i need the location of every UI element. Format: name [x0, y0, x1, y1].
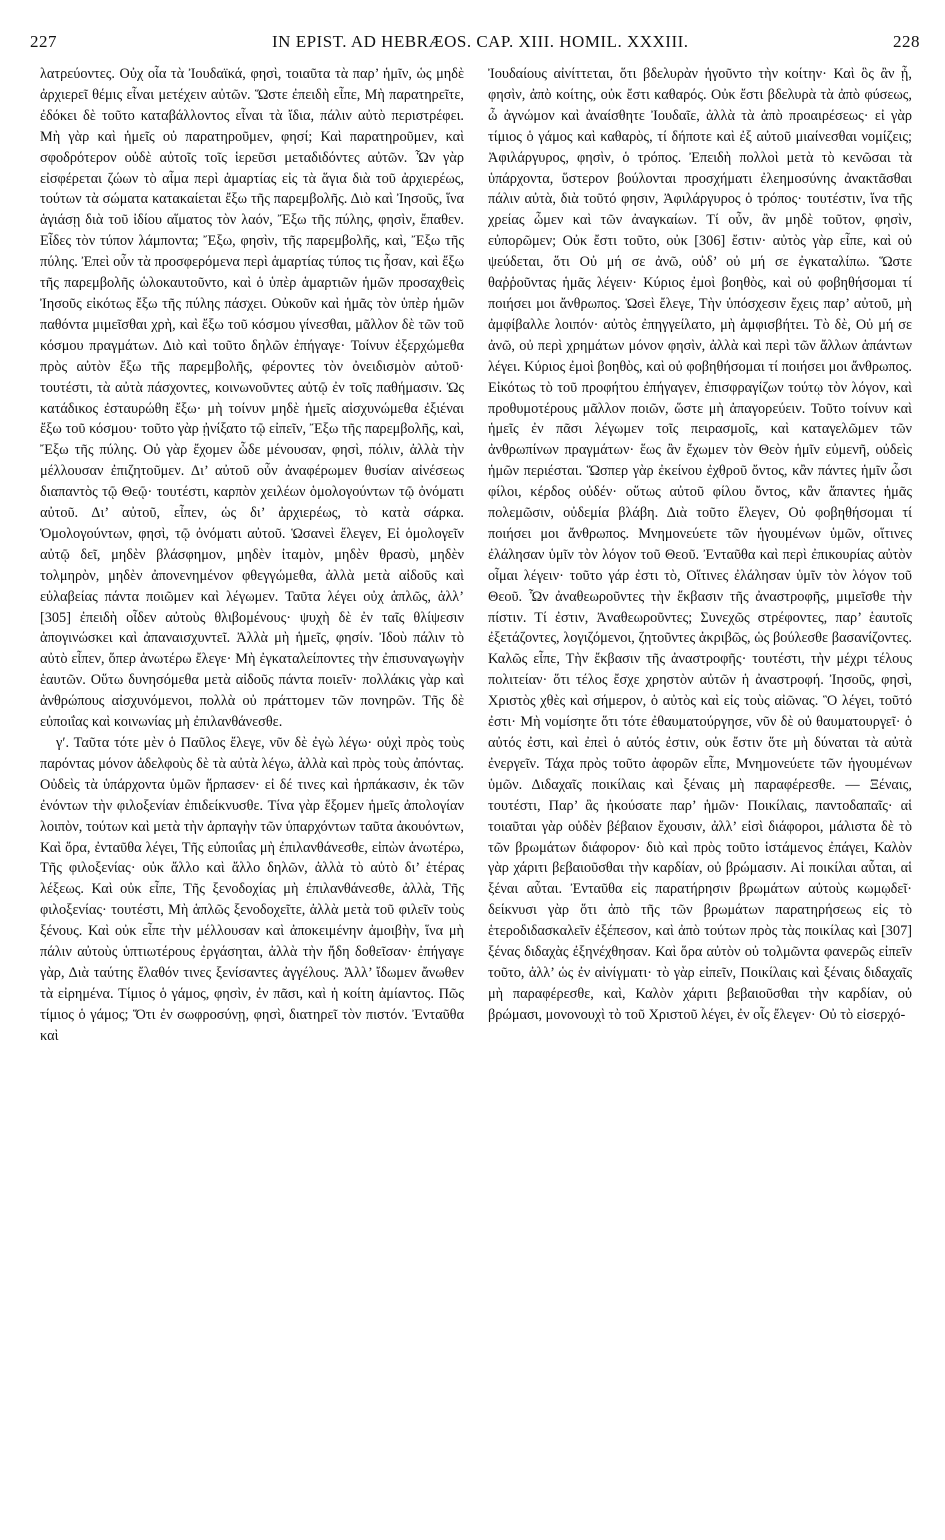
- header-rule: [40, 58, 912, 59]
- left-paragraph-2: γʹ. Ταῦτα τότε μὲν ὁ Παῦλος ἔλεγε, νῦν δὲ ἐγὼ λέγω· οὐχὶ πρὸς τοὺς παρόντας μόνον ἀδελφοὺς δὲ τὰ αὐτὰ λέγω, ἀλλὰ καὶ πρὸς τοὺς ἀπόντας. Οὐδεὶς τὰ ὑπάρχοντα ὑμῶν ἥρπασεν· εἰ δέ τινες καὶ ἡρπάκασιν, ἐκ τῶν ἐνόντων τὴν φιλοξενίαν ἐπιδείκνυσθε. Τίνα γὰρ ἕξομεν ἡμεῖς ἀπολογίαν λοιπὸν, τούτων καὶ μετὰ τὴν ἁρπαγὴν τῶν ὑπαρχόντων ταῦτα ἀκουόντων, Καὶ ὅρα, ἐνταῦθα λέγει, Τῆς εὐποιΐας μὴ ἐπιλανθάνεσθε, εἰπὼν ἀνωτέρω, Τῆς φιλοξενίας· οὐκ ἄλλο καὶ ἄλλο δηλῶν, ἀλλὰ τὸ αὐτὸ δι’ ἑτέρας λέξεως. Καὶ οὐκ εἶπε, Τῆς ξενοδοχίας μὴ ἐπιλανθάνεσθε, ἀλλὰ, Τῆς φιλοξενίας· τουτέστι, Μὴ ἁπλῶς ξενοδοχεῖτε, ἀλλὰ μετὰ τοῦ φιλεῖν τοὺς ξένους. Καὶ οὐκ εἶπε τὴν μέλλουσαν καὶ ἀποκειμένην ἀμοιβὴν, ἵνα μὴ πάλιν αὐτοὺς ὑπτιωτέρους ἐργάσηται, ἀλλὰ τὴν ἤδη δοθεῖσαν· ἐπήγαγε γὰρ, Διὰ ταύτης ἔλαθόν τινες ξενίσαντες ἀγγέλους. Ἀλλ’ ἴδωμεν ἄνωθεν τὰ εἰρημένα. Τίμιος ὁ γάμος, φησὶν, ἐν πᾶσι, καὶ ἡ κοίτη ἀμίαντος. Πῶς τίμιος ὁ γάμος; Ὅτι ἐν σωφροσύνῃ, φησὶ, διατηρεῖ τὸν πιστόν. Ἐνταῦθα καὶ: [40, 735, 464, 1044]
- page-number-right: 228: [893, 32, 920, 51]
- left-paragraph-1: λατρεύοντες. Οὐχ οἷα τὰ Ἰουδαϊκά, φησὶ, τοιαῦτα τὰ παρ’ ἡμῖν, ὡς μηδὲ ἀρχιερεῖ θέμις εἶναι μετέχειν αὐτῶν. Ὥστε ἐπειδὴ εἶπε, Μὴ παρατηρεῖτε, ἐδόκει δὲ τοῦτο καταβάλλοντος εἶναι τὰ ἴδια, πάλιν αὐτὸ περιστρέφει. Μὴ γὰρ καὶ ἡμεῖς οὐ παρατηροῦμεν, φησί; Καὶ παρατηροῦμεν, καὶ σφοδρότερον οὐδὲ αὐτοῖς τοῖς ἱερεῦσι μεταδιδόντες αὐτῶν. Ὧν γὰρ εἰσφέρεται ζώων τὸ αἷμα περὶ ἁμαρτίας εἰς τὰ ἅγια διὰ τοῦ ἀρχιερέως, τούτων τὰ σώματα κατακαίεται ἔξω τῆς παρεμβολῆς. Διὸ καὶ Ἰησοῦς, ἵνα ἁγιάσῃ διὰ τοῦ ἰδίου αἵματος τὸν λαόν, Ἔξω τῆς πύλης, φησὶν, ἔπαθεν. Εἶδες τὸν τύπον λάμποντα; Ἔξω, φησὶν, τῆς παρεμβολῆς, καὶ, Ἔξω τῆς πύλης. Ἐπεὶ οὖν τὰ προσφερόμενα περὶ ἁμαρτίας τύπος τις ἦσαν, καὶ ἔξω τῆς παρεμβολῆς ὡλοκαυτοῦντο, καὶ ὁ ὑπὲρ ἁμαρτιῶν ἡμῶν προσαχθεὶς Ἰησοῦς εἰκότως ἔξω τῆς πύλης πάσχει. Οὐκοῦν καὶ ἡμᾶς τὸν ὑπὲρ ἡμῶν παθόντα μιμεῖσθαι χρὴ, καὶ ἔξω τοῦ κόσμου γίνεσθαι, μᾶλλον δὲ τῶν τοῦ κόσμου πραγμάτων. Διὸ καὶ τοῦτο δηλῶν ἐπήγαγε· Τοίνυν ἐξερχώμεθα πρὸς αὐτὸν ἔξω τῆς παρεμβολῆς, φέροντες τὸν ὀνειδισμὸν αὐτοῦ· τουτέστι, τὰ αὐτὰ πάσχοντες, κοινωνοῦντες αὐτῷ ἐν τοῖς παθήμασιν. Ὡς κατάδικος ἐσταυρώθη ἔξω· μὴ τοίνυν μηδὲ ἡμεῖς αἰσχυνώμεθα ἐξιέναι ἔξω τοῦ κόσμου· τοῦτο γὰρ ᾐνίξατο τῷ εἰπεῖν, Ἔξω τῆς παρεμβολῆς, καὶ, Ἔξω τῆς πύλης. Οὐ γὰρ ἔχομεν ὧδε μένουσαν, φησὶ, πόλιν, ἀλλὰ τὴν μέλλουσαν ἐπιζητοῦμεν. Δι’ αὐτοῦ οὖν ἀναφέρωμεν θυσίαν αἰνέσεως διαπαντὸς τῷ Θεῷ· τουτέστι, καρπὸν χειλέων ὁμολογούντων τῷ ὀνόματι αὐτοῦ. Δι’ αὐτοῦ, εἶπεν, ὡς δι’ ἀρχιερέως, τὸ κατὰ σάρκα. Ὁμολογούντων, φησὶ, τῷ ὀνόματι αὐτοῦ. Ὡσανεὶ ἔλεγεν, Εἰ ὁμολογεῖν αὐτῷ δεῖ, μηδὲν βλάσφημον, μηδὲν ἰταμὸν, μηδὲν θρασὺ, μηδὲν τολμηρὸν, μηδὲν ἀπονενημένον φθεγγώμεθα, ἀλλὰ μετὰ αἰδοῦς καὶ εὐλαβείας πάντα ποιῶμεν καὶ λέγωμεν. Ταῦτα λέγει οὐχ ἁπλῶς, ἀλλ’ [305] ἐπειδὴ οἶδεν αὐτοὺς θλιβομένους· ψυχὴ δὲ ἐν ταῖς θλίψεσιν ἀπογινώσκει καὶ ἀπαναισχυντεῖ. Ἀλλὰ μὴ ἡμεῖς, φησίν. Ἰδοὺ πάλιν τὸ αὐτὸ εἶπεν, ὅπερ ἀνωτέρω ἔλεγε· Μὴ ἐγκαταλείποντες τὴν ἐπισυναγωγὴν ἑαυτῶν. Οὕτω δυνησόμεθα μετὰ αἰδοῦς πάντα ποιεῖν· πολλάκις γὰρ καὶ ἀνθρώπους αἰσχυνόμενοι, πολλὰ οὐ πράττομεν τῶν πονηρῶν. Τῆς δὲ εὐποιΐας καὶ κοινωνίας μὴ ἐπιλανθάνεσθε.: [40, 66, 464, 731]
- left-column: [40, 64, 464, 1047]
- right-column: [488, 64, 912, 1026]
- running-title: IN EPIST. AD HEBRÆOS. CAP. XIII. HOMIL. XXXIII.: [272, 32, 689, 51]
- page-number-left: 227: [30, 32, 57, 51]
- right-paragraph-1: Ἰουδαίους αἰνίττεται, ὅτι βδελυρὰν ἡγοῦντο τὴν κοίτην· Καὶ ὃς ἂν ᾖ, φησὶν, ἀπὸ κοίτης, οὐκ ἔστι καθαρός. Οὐκ ἔστι βδελυρὰ τὰ ἀπὸ φύσεως, ὦ ἀγνώμον καὶ ἀναίσθητε Ἰουδαῖε, ἀλλὰ τὰ ἀπὸ προαιρέσεως· εἰ γὰρ τίμιος ὁ γάμος καὶ καθαρὸς, τί δήποτε καὶ ἐξ αὐτοῦ μιαίνεσθαι νομίζεις; Ἀφιλάργυρος, φησὶν, ὁ τρόπος. Ἐπειδὴ πολλοὶ μετὰ τὸ κενῶσαι τὰ ὑπάρχοντα, ὕστερον βούλονται προσχήματι ἐλεημοσύνης ἀνακτᾶσθαι πάλιν αὐτὰ, διὰ τοῦτό φησιν, Ἀφιλάργυρος ὁ τρόπος· τουτέστιν, ἵνα τῆς χρείας ὦμεν καὶ τῶν ἀναγκαίων. Τί οὖν, ἂν μηδὲ τοῦτον, φησὶν, εὐπορῶμεν; Οὐκ ἔστι τοῦτο, οὐκ [306] ἔστιν· αὐτὸς γὰρ εἶπε, καὶ οὐ ψεύδεται, ὅτι Οὐ μή σε ἀνῶ, οὐδ’ οὐ μή σε ἐγκαταλίπω. Ὥστε θαῤῥοῦντας ἡμᾶς λέγειν· Κύριος ἐμοὶ βοηθὸς, καὶ οὐ φοβηθήσομαι τί ποιήσει μοι ἄνθρωπος. Ὡσεὶ ἔλεγε, Τὴν ὑπόσχεσιν ἔχεις παρ’ αὐτοῦ, μὴ ἀμφίβαλλε λοιπόν· αὐτὸς ἐπηγγείλατο, μὴ ἀμφισβήτει. Τὸ δὲ, Οὐ μή σε ἀνῶ, οὐ περὶ χρημάτων μόνον φησὶν, ἀλλὰ καὶ περὶ τῶν ἄλλων ἁπάντων λέγει. Κύριος ἐμοὶ βοηθὸς, καὶ οὐ φοβηθήσομαι τί ποιήσει μοι ἄνθρωπος. Εἰκότως τὸ τοῦ προφήτου ἐπήγαγεν, ἐπισφραγίζων τούτῳ τὸν λόγον, καὶ προθυμοτέρους μᾶλλον ποιῶν, ὥστε μὴ ἀπαγορεύειν. Τοῦτο τοίνυν καὶ ἡμεῖς ἐν πᾶσι λέγωμεν τοῖς πειρασμοῖς, καὶ καταγελῶμεν τῶν ἀνθρωπίνων πραγμάτων· ἕως ἂν ἔχωμεν τὸν Θεὸν ἡμῖν εὐμενῆ, οὐδεὶς ἡμῶν περιέσται. Ὥσπερ γὰρ ἐκείνου ἐχθροῦ ὄντος, κἂν πάντες ἡμῖν ὦσι φίλοι, κέρδος οὐδέν· οὕτως αὐτοῦ φίλου ὄντος, κἂν ἅπαντες ἡμᾶς πολεμῶσιν, οὐδεμία βλάβη. Διὰ τοῦτο ἔλεγεν, Οὐ φοβηθήσομαι τί ποιήσει μοι ἄνθρωπος. Μνημονεύετε τῶν ἡγουμένων ὑμῶν, οἵτινες ἐλάλησαν ὑμῖν τὸν λόγον τοῦ Θεοῦ. Ἐνταῦθα καὶ περὶ ἐπικουρίας αὐτὸν οἶμαι λέγειν· τοῦτο γάρ ἐστι τὸ, Οἵτινες ἐλάλησαν ὑμῖν τὸν λόγον τοῦ Θεοῦ. Ὧν ἀναθεωροῦντες τὴν ἔκβασιν τῆς ἀναστροφῆς, μιμεῖσθε τὴν πίστιν. Τί ἐστιν, Ἀναθεωροῦντες; Συνεχῶς στρέφοντες, παρ’ ἑαυτοῖς ἐξετάζοντες, λογιζόμενοι, ζητοῦντες ἀκριβῶς, ὡς βούλεσθε βασανίζοντες. Καλῶς εἶπε, Τὴν ἔκβασιν τῆς ἀναστροφῆς· τουτέστι, τὴν μέχρι τέλους πολιτείαν· ὅτι τέλος ἔσχε χρηστὸν αὐτῶν ἡ ἀναστροφή. Ἰησοῦς, φησὶ, Χριστὸς χθὲς καὶ σήμερον, ὁ αὐτὸς καὶ εἰς τοὺς αἰῶνας. Ὃ λέγει, τοῦτό ἐστι· Μὴ νομίσητε ὅτι τότε ἐθαυματούργησε, νῦν δὲ οὐ θαυματουργεῖ· ὁ αὐτός ἐστι, καὶ ἐπεὶ ὁ αὐτός ἐστιν, οὐκ ἔστιν ὅτε μὴ δύναται τὰ αὐτὰ ἐνεργεῖν. Τάχα πρὸς τοῦτο ἀφορῶν εἶπε, Μνημονεύετε τῶν ἡγουμένων ὑμῶν. Διδαχαῖς ποικίλαις καὶ ξέναις μὴ παραφέρεσθε. — Ξέναις, τουτέστι, Παρ’ ἃς ἠκούσατε παρ’ ἡμῶν· Ποικίλαις, παντοδαπαῖς· αἱ τοιαῦται γὰρ οὐδὲν βέβαιον ἔχουσιν, ἀλλ’ εἰσὶ διάφοροι, μάλιστα δὲ τὸ τῶν βρωμάτων διάφορον· διὸ καὶ πρὸς τοῦτο ἱστάμενος ἐπάγει, Καλὸν γὰρ χάριτι βεβαιοῦσθαι τὴν καρδίαν, οὐ βρώμασιν. Αἱ ποικίλαι αὗται, αἱ ξέναι αὗται. Ἐνταῦθα εἰς παρατήρησιν βρωμάτων αὐτοὺς κωμῳδεῖ· δείκνυσι γὰρ ὅτι ἀπὸ τῆς τῶν βρωμάτων παρατηρήσεως εἰς τὸ ἑτεροδιδασκαλεῖν ἐξέπεσον, καὶ ἀπὸ τούτων πρὸς τὰς ποικίλας καὶ [307] ξένας διδαχὰς ἐξηνέχθησαν. Καὶ ὅρα αὐτὸν οὐ τολμῶντα φανερῶς εἰπεῖν τοῦτο, ἀλλ’ ὡς ἐν αἰνίγματι· τὸ γὰρ εἰπεῖν, Ποικίλαις καὶ ξέναις διδαχαῖς μὴ παραφέρεσθε, καὶ, Καλὸν χάριτι βεβαιοῦσθαι τὴν καρδίαν, οὐ βρώμασι, μονονουχὶ τὸ τοῦ Χριστοῦ λέγει, ἐν οἷς ἔλεγεν· Οὐ τὸ εἰσερχό-: [488, 66, 912, 1023]
- running-header: [22, 32, 922, 54]
